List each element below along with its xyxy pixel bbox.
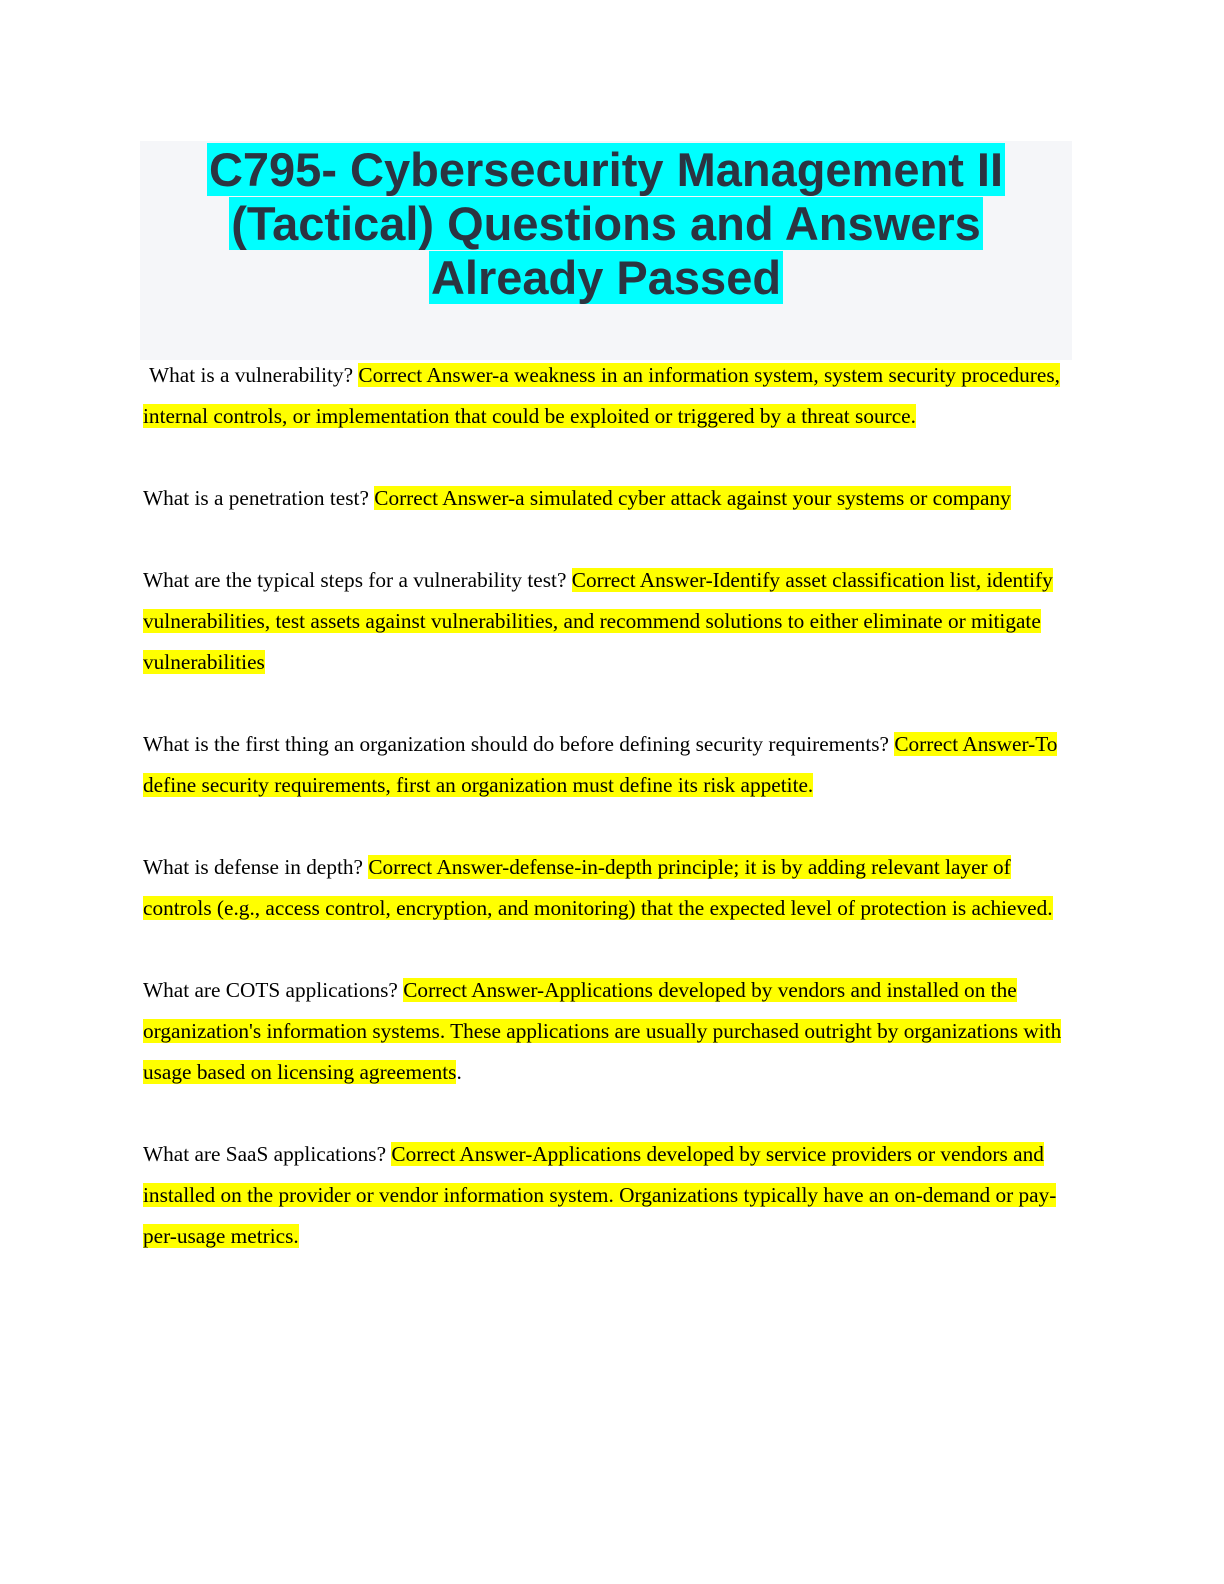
title-line-1: C795- Cybersecurity Management II (208, 143, 1004, 196)
answer-text: Correct Answer-Identify asset classification list, identify vulnerabilities, test assets against vulnerabilities, and recommend solutions to either eliminate or mitigate vulnerabilities (143, 568, 1053, 674)
qa-item (143, 1134, 1083, 1257)
question-text: What is defense in depth? (143, 855, 369, 879)
qa-list (143, 355, 1083, 1298)
answer-text: Correct Answer-Applications developed by service providers or vendors and installed on the provider or vendor information system. Organizations typically have an on-demand or pay-per-usage metrics. (143, 1142, 1057, 1248)
answer-text: Correct Answer-defense-in-depth principle; it is by adding relevant layer of controls (e.g., access control, encryption, and monitoring) that the expected level of protection is achieved. (143, 855, 1053, 920)
answer-text: Correct Answer-a simulated cyber attack against your systems or company (374, 486, 1011, 510)
answer-text: Correct Answer-a weakness in an information system, system security procedures, internal controls, or implementation that could be exploited or triggered by a threat source. (143, 363, 1060, 428)
qa-item (143, 478, 1083, 519)
question-text: What is a penetration test? (143, 486, 375, 510)
document-title (140, 141, 1072, 305)
answer-tail: . (456, 1060, 462, 1084)
title-banner (140, 141, 1072, 360)
question-text: What are COTS applications? (143, 978, 404, 1002)
qa-item (143, 560, 1083, 683)
question-text: What is a vulnerability? (149, 363, 359, 387)
qa-item (143, 724, 1083, 806)
question-text: What are the typical steps for a vulnerability test? (143, 568, 572, 592)
qa-item (143, 970, 1083, 1093)
title-line-2: (Tactical) Questions and Answers (231, 197, 981, 250)
answer-text: Correct Answer-To define security requirements, first an organization must define its risk appetite. (143, 732, 1058, 797)
question-text: What are SaaS applications? (143, 1142, 392, 1166)
title-line-3: Already Passed (430, 251, 782, 304)
qa-item (143, 847, 1083, 929)
answer-text: Correct Answer-Applications developed by vendors and installed on the organization's information systems. These applications are usually purchased outright by organizations with usage based on licensing agreements (143, 978, 1062, 1084)
qa-item (143, 355, 1083, 437)
question-text: What is the first thing an organization should do before defining security requirements? (143, 732, 895, 756)
